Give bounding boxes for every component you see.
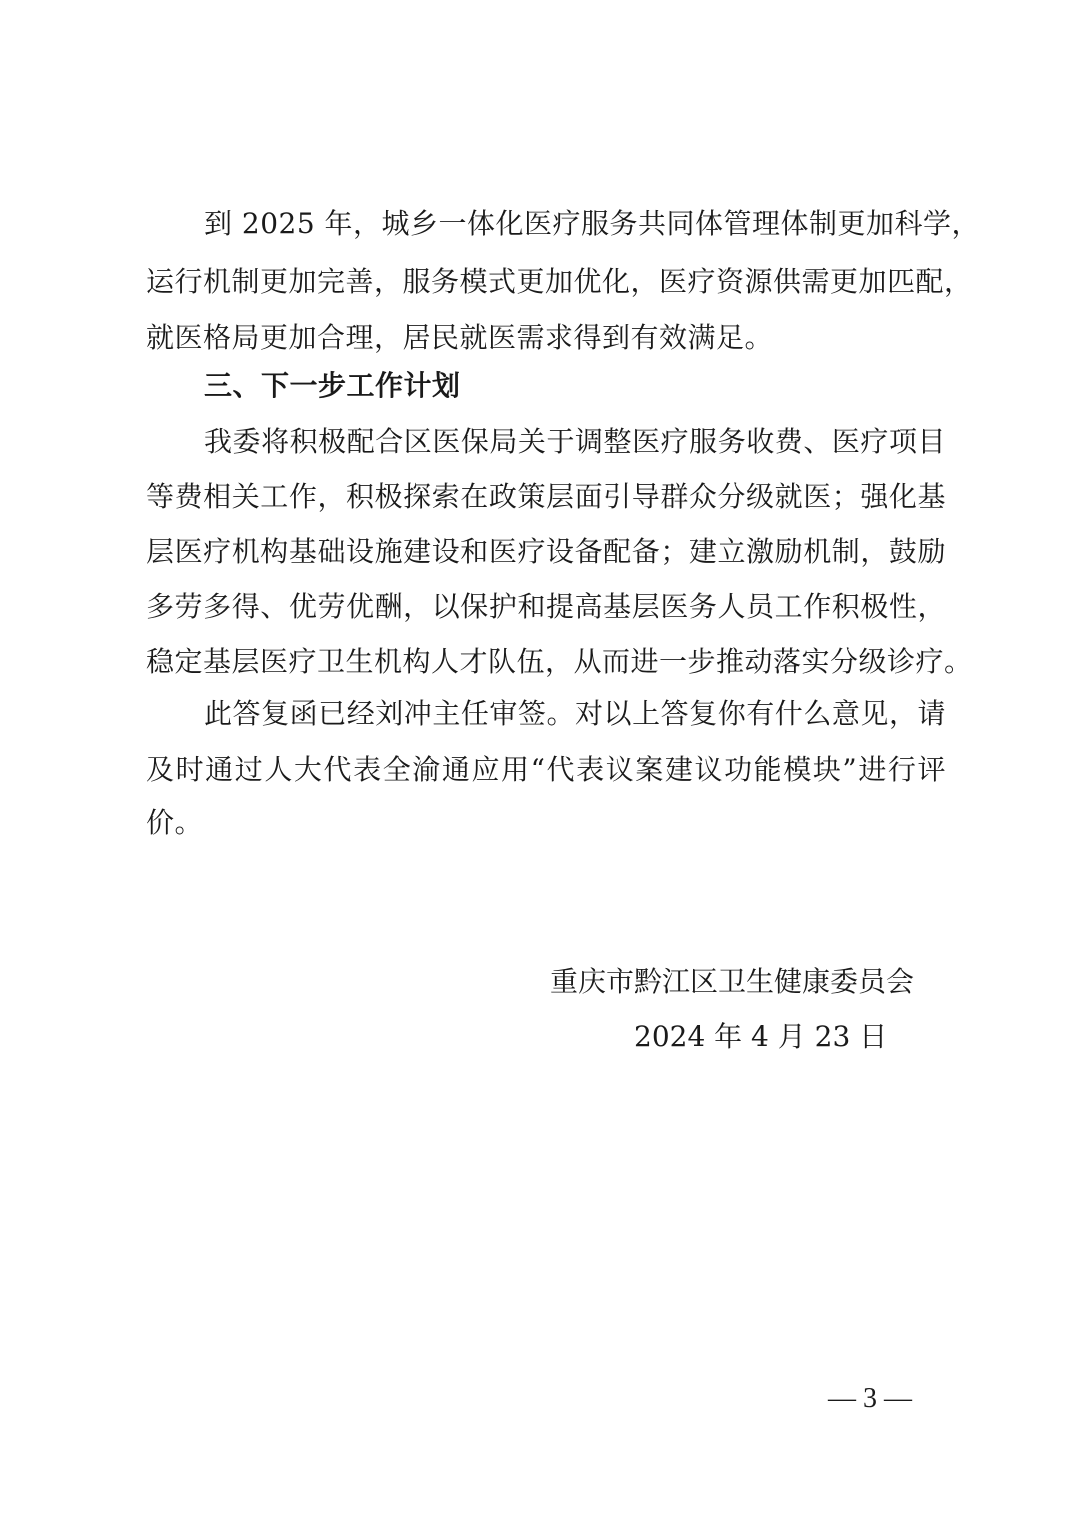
paragraph-1-line-1: 到 2025 年，城乡一体化医疗服务共同体管理体制更加科学， (204, 207, 981, 240)
paragraph-3-line-2: 及时通过人大代表全渝通应用“代表议案建议功能模块”进行评 (146, 753, 946, 786)
paragraph-2-line-2: 等费相关工作，积极探索在政策层面引导群众分级就医；强化基 (146, 480, 946, 513)
paragraph-2-line-4: 多劳多得、优劳优酬，以保护和提高基层医务人员工作积极性， (146, 590, 946, 623)
paragraph-1-line-2: 运行机制更加完善，服务模式更加优化，医疗资源供需更加匹配， (146, 265, 973, 298)
section-heading: 三、下一步工作计划 (204, 369, 461, 402)
paragraph-3-line-3: 价。 (146, 806, 204, 839)
signature-date: 2024 年 4 月 23 日 (634, 1020, 888, 1053)
paragraph-2-line-5: 稳定基层医疗卫生机构人才队伍，从而进一步推动落实分级诊疗。 (146, 645, 973, 678)
page-number: — 3 — (828, 1383, 912, 1414)
signature-organization: 重庆市黔江区卫生健康委员会 (550, 965, 915, 998)
paragraph-2-line-1: 我委将积极配合区医保局关于调整医疗服务收费、医疗项目 (204, 425, 946, 458)
paragraph-3-line-1: 此答复函已经刘冲主任审签。对以上答复你有什么意见，请 (204, 697, 946, 730)
paragraph-1-line-3: 就医格局更加合理，居民就医需求得到有效满足。 (146, 321, 774, 354)
paragraph-2-line-3: 层医疗机构基础设施建设和医疗设备配备；建立激励机制，鼓励 (146, 535, 946, 568)
